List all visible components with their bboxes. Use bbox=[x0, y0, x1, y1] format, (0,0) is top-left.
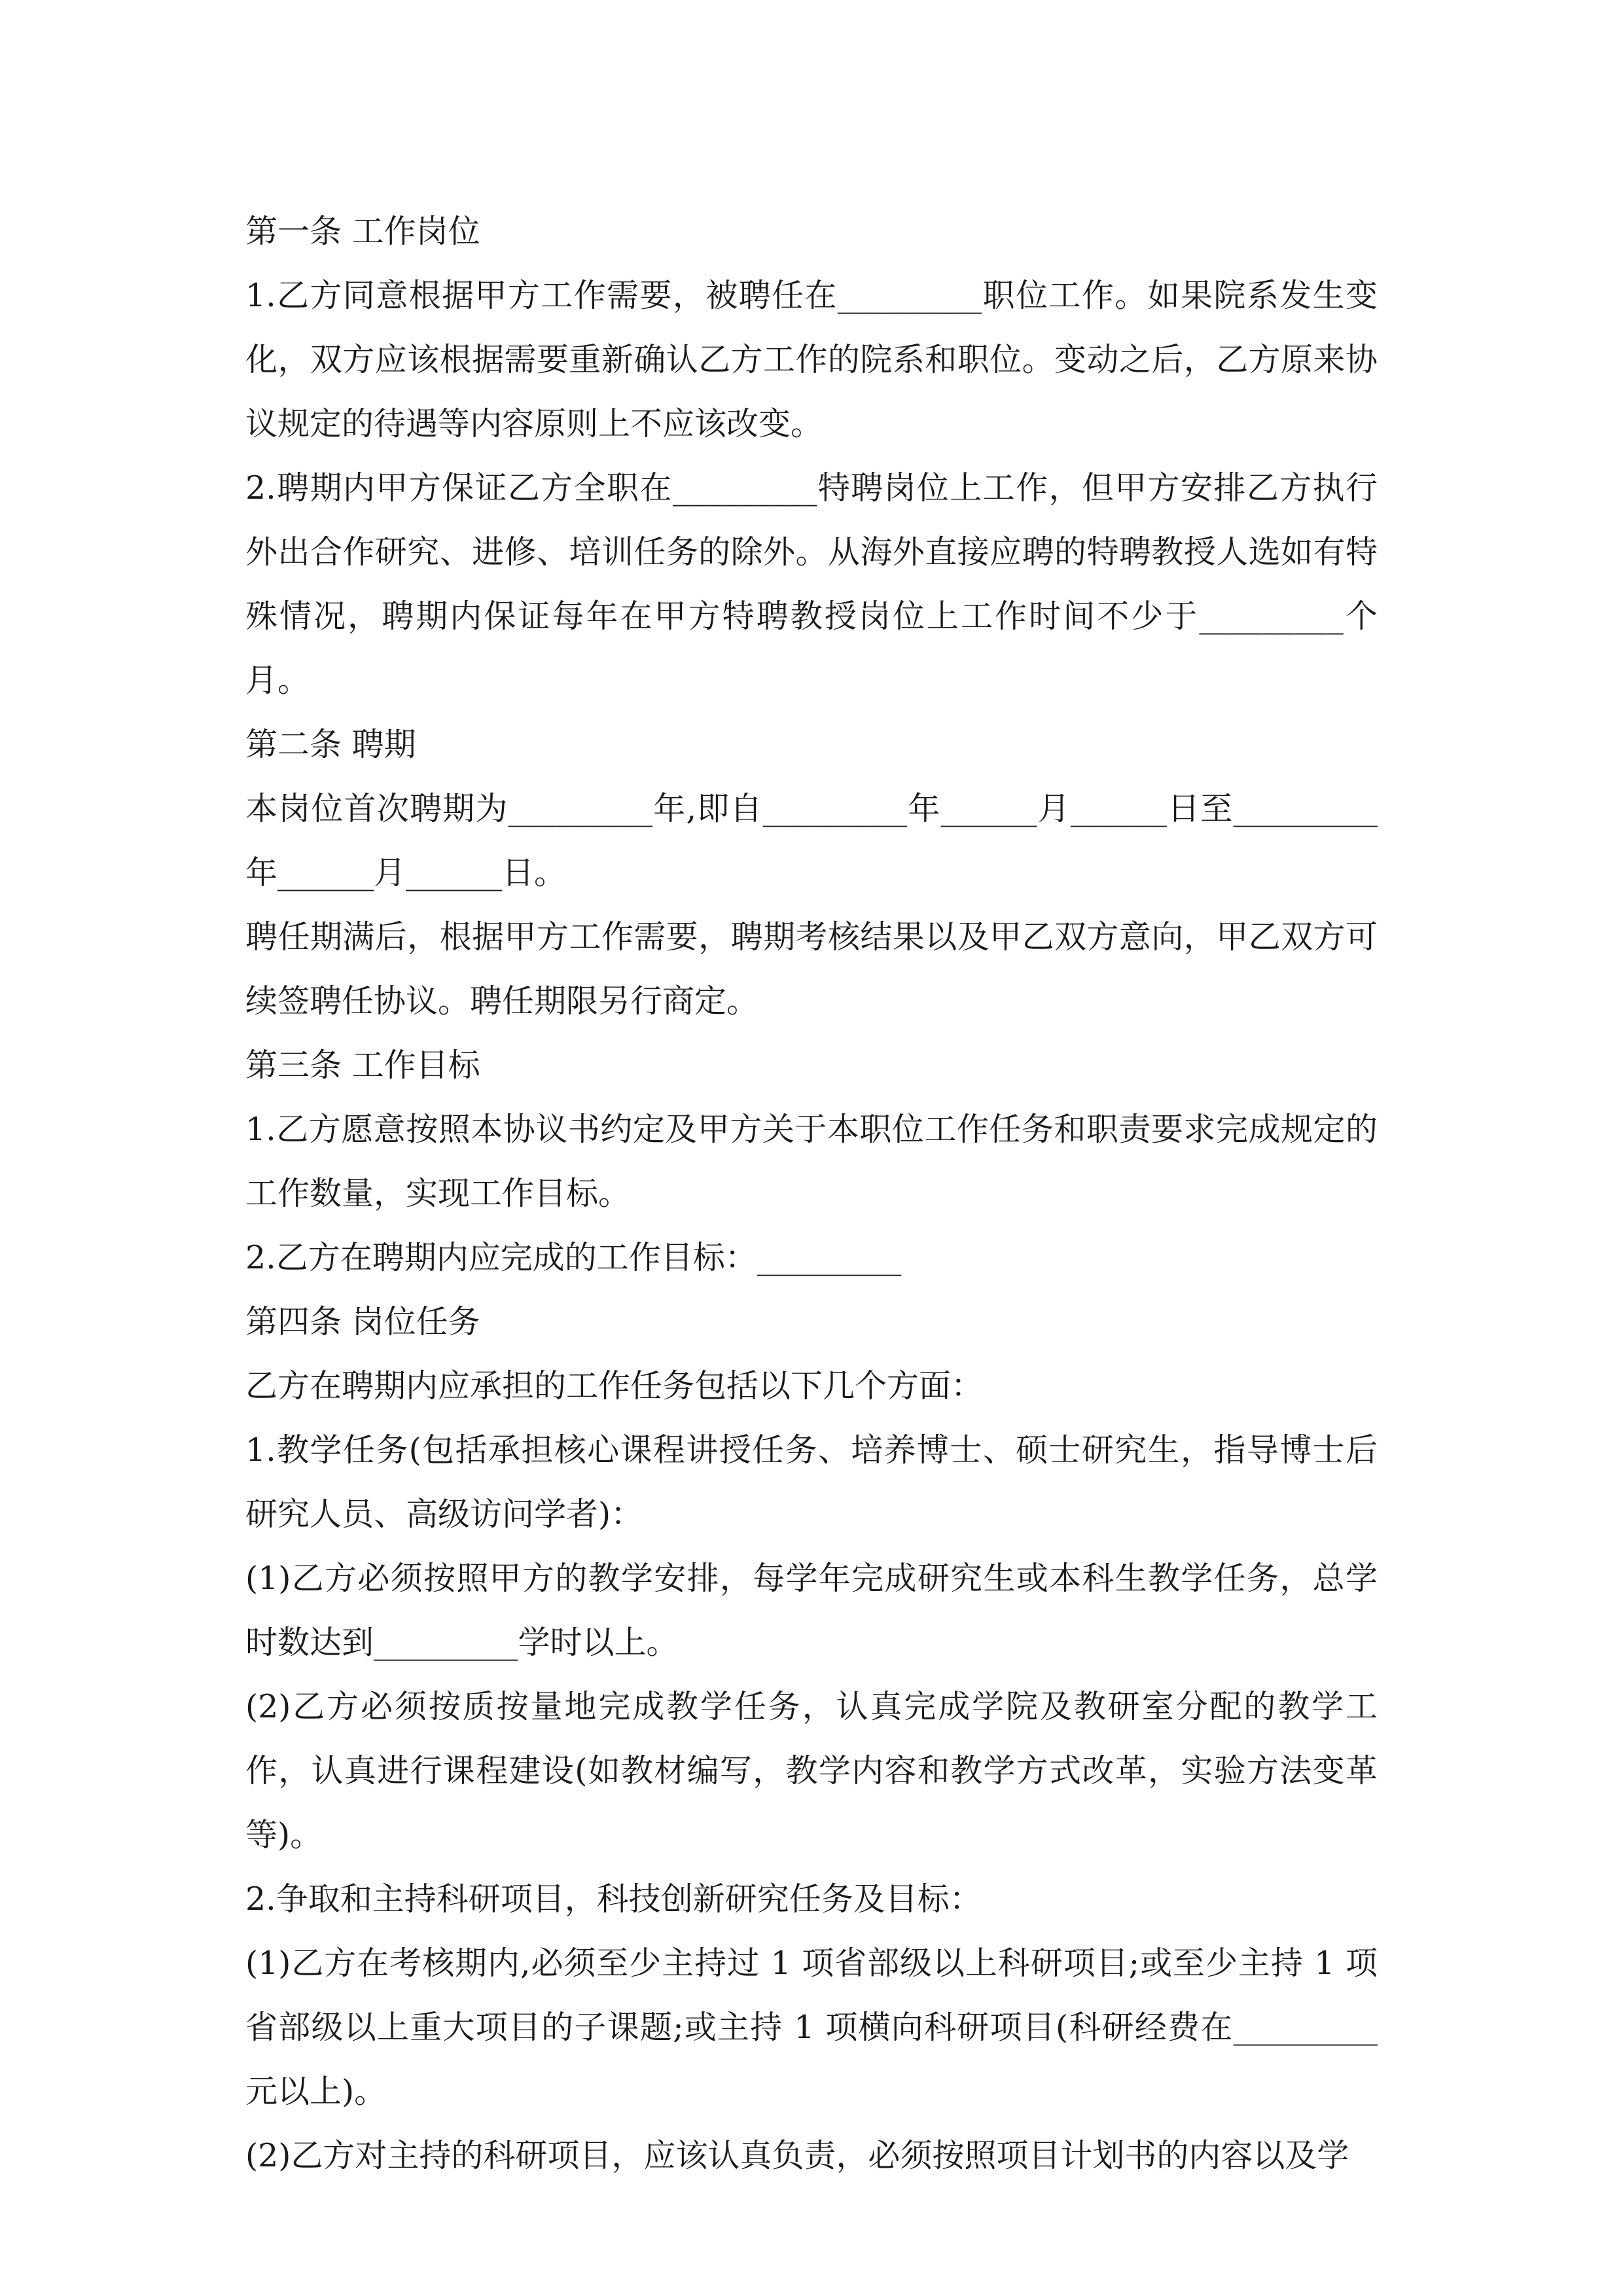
document-body bbox=[245, 200, 1378, 2188]
section-2-paragraph-1: 本岗位首次聘期为_________年,即自_________年______月______日至_________年______月______日。 bbox=[245, 790, 1378, 891]
section-1-title: 第一条 工作岗位 bbox=[245, 213, 480, 250]
section-4-paragraph-7: (2)乙方对主持的科研项目，应该认真负责，必须按照项目计划书的内容以及学 bbox=[245, 2137, 1349, 2174]
section-4-paragraph-3: (1)乙方必须按照甲方的教学安排，每学年完成研究生或本科生教学任务，总学时数达到_________学时以上。 bbox=[245, 1560, 1378, 1661]
section-4-paragraph-5: 2.争取和主持科研项目，科技创新研究任务及目标： bbox=[245, 1880, 982, 1918]
section-1-paragraph-2: 2.聘期内甲方保证乙方全职在_________特聘岗位上工作，但甲方安排乙方执行外出合作研究、进修、培训任务的除外。从海外直接应聘的特聘教授人选如有特殊情况，聘期内保证每年在甲方特聘教授岗位上工作时间不少于_________个月。 bbox=[245, 469, 1378, 699]
section-3-paragraph-2: 2.乙方在聘期内应完成的工作目标：_________ bbox=[245, 1239, 902, 1276]
section-2-paragraph-2: 聘任期满后，根据甲方工作需要，聘期考核结果以及甲乙双方意向，甲乙双方可续签聘任协议。聘任期限另行商定。 bbox=[245, 918, 1378, 1020]
section-4-paragraph-2: 1.教学任务(包括承担核心课程讲授任务、培养博士、硕士研究生，指导博士后研究人员、高级访问学者)： bbox=[245, 1431, 1378, 1533]
section-3-paragraph-1: 1.乙方愿意按照本协议书约定及甲方关于本职位工作任务和职责要求完成规定的工作数量，实现工作目标。 bbox=[245, 1111, 1378, 1212]
section-4-paragraph-4: (2)乙方必须按质按量地完成教学任务，认真完成学院及教研室分配的教学工作，认真进行课程建设(如教材编写，教学内容和教学方式改革，实验方法变革等)。 bbox=[245, 1688, 1378, 1854]
section-4-paragraph-6: (1)乙方在考核期内,必须至少主持过 1 项省部级以上科研项目;或至少主持 1 项省部级以上重大项目的子课题;或主持 1 项横向科研项目(科研经费在_________元以上)。 bbox=[245, 1945, 1378, 2110]
section-4-paragraph-1: 乙方在聘期内应承担的工作任务包括以下几个方面： bbox=[245, 1367, 984, 1405]
section-3-title: 第三条 工作目标 bbox=[245, 1047, 480, 1084]
section-4-title: 第四条 岗位任务 bbox=[245, 1303, 480, 1340]
section-2-title: 第二条 聘期 bbox=[245, 726, 416, 763]
section-1-paragraph-1: 1.乙方同意根据甲方工作需要，被聘任在_________职位工作。如果院系发生变化，双方应该根据需要重新确认乙方工作的院系和职位。变动之后，乙方原来协议规定的待遇等内容原则上不应该改变。 bbox=[245, 277, 1378, 442]
